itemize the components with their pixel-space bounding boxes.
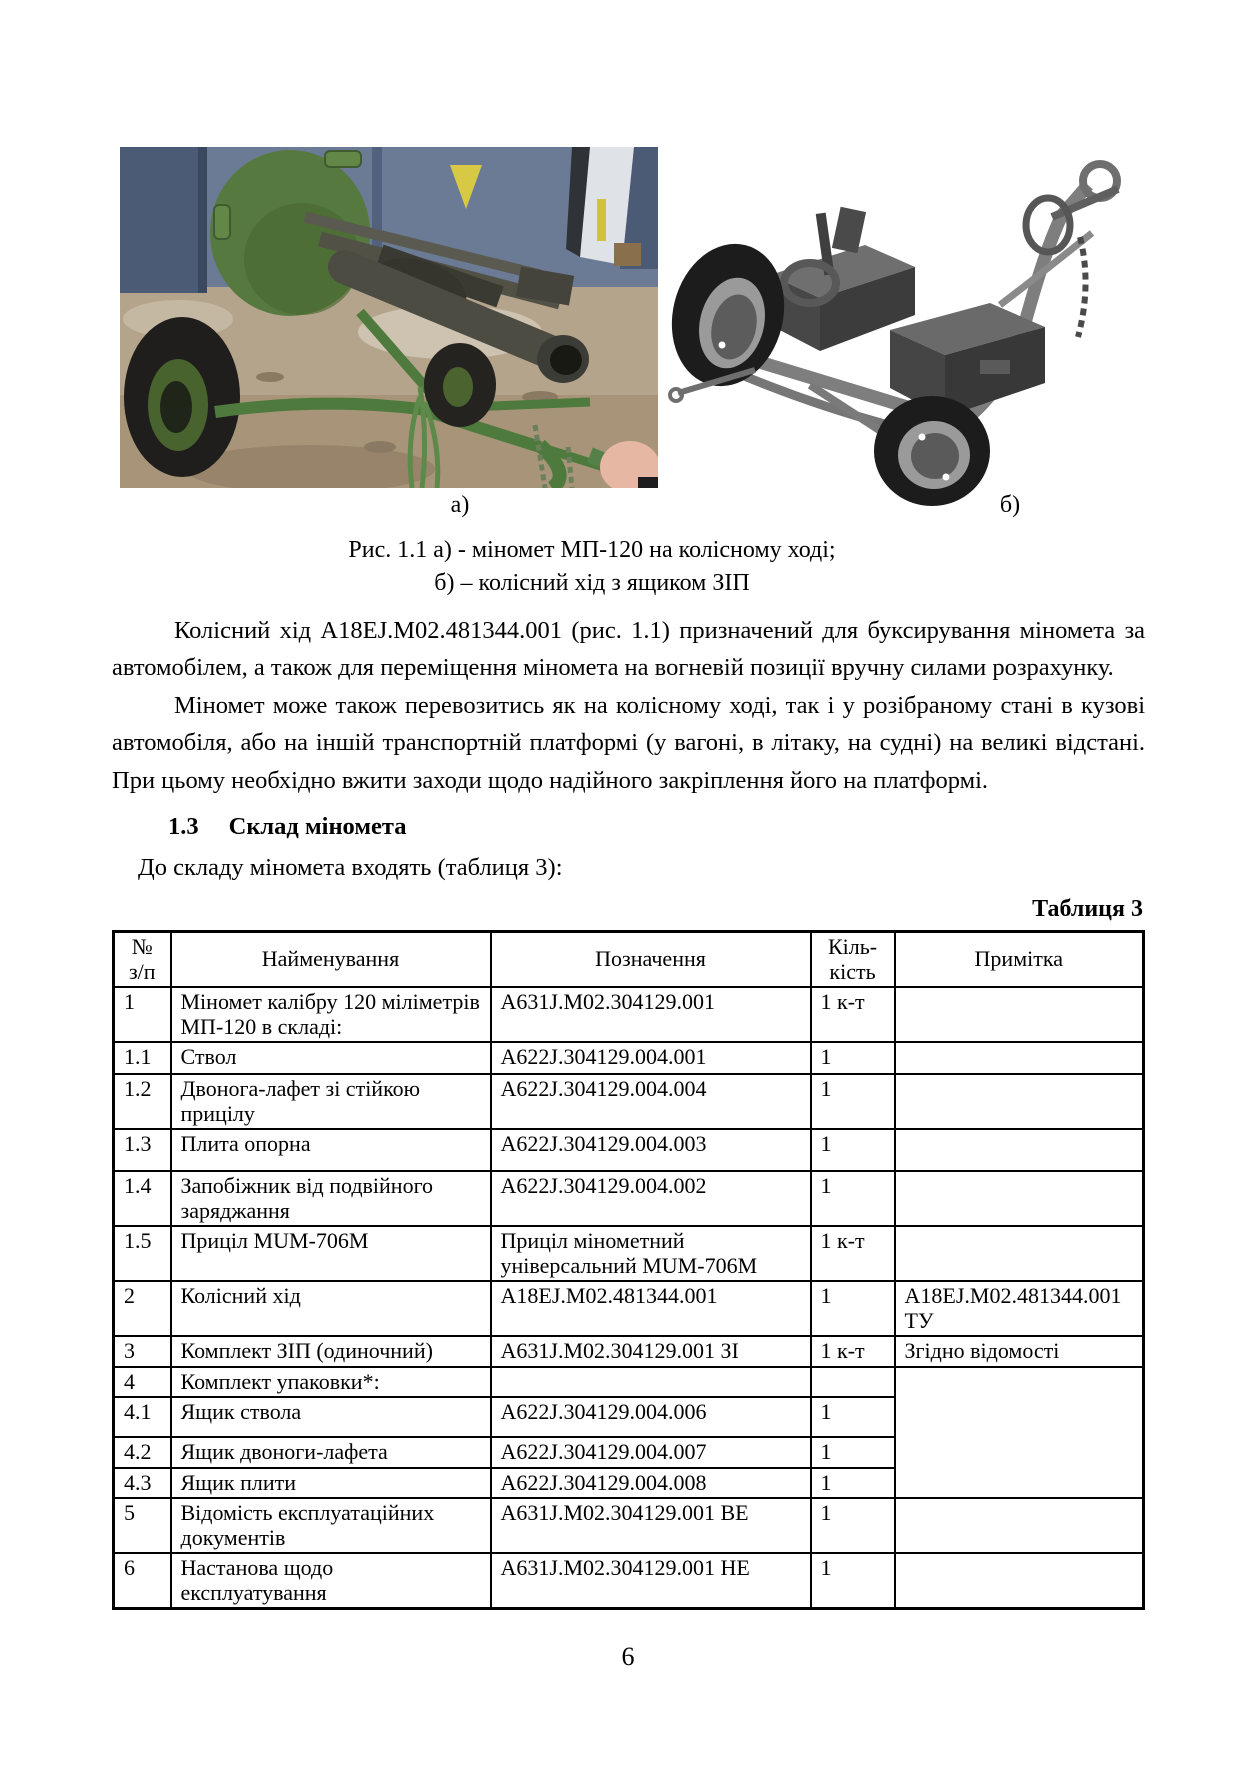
table-row: 2 Колісний хід A18EJ.M02.481344.001 1 A18EJ.M02.481344.001 ТУ [114,1281,1144,1336]
figure-caption-line2: б) – колісний хід з ящиком ЗІП [434,570,750,596]
figure-caption [112,534,1072,600]
table-header-row [114,932,1144,988]
figure-label-a: а) [450,492,470,518]
mortar-photo-image [120,147,658,488]
merged-note-cell [895,1367,1144,1499]
table-row: 4.3 Ящик плити A622J.304129.004.008 1 [114,1468,1144,1499]
header-note: Примітка [895,932,1144,988]
header-num: № з/п [114,932,171,988]
table-row: 4.1 Ящик ствола A622J.304129.004.006 1 [114,1397,1144,1437]
body-text [112,612,1145,1610]
header-qty: Кіль- кість [811,932,895,988]
section-title: Склад міномета [228,813,407,841]
header-name: Найменування [171,932,491,988]
table-row: 1.2 Двонога-лафет зі стійкою прицілу A622J.304129.004.004 1 [114,1074,1144,1129]
page-number: 6 [621,1642,635,1671]
table-row: 1.5 Приціл MUM-706M Приціл мінометний універсальний MUM-706M 1 к-т [114,1226,1144,1281]
table-row: 6 Настанова щодо експлуатування A631J.M02.304129.001 НЕ 1 [114,1553,1144,1609]
section-number: 1.3 [168,813,199,841]
table-row: 5 Відомість експлуатаційних документів A631J.M02.304129.001 ВЕ 1 [114,1498,1144,1553]
table-label: Таблиця 3 [1032,896,1143,923]
figure-caption-line1: Рис. 1.1 а) - міномет МП-120 на колісному ході; [348,537,836,563]
table-row: 1.1 Ствол A622J.304129.004.001 1 [114,1042,1144,1074]
table-row: 3 Комплект ЗІП (одиночний) A631J.M02.304129.001 ЗІ 1 к-т Згідно відомості [114,1336,1144,1367]
section-heading [112,809,1145,845]
figure-row [120,147,1166,507]
composition-table [112,930,1145,1610]
table-row: 4.2 Ящик двоноги-лафета A622J.304129.004.007 1 [114,1437,1144,1468]
table-row: 1 Міномет калібру 120 міліметрів МП-120 в складі: A631J.M02.304129.001 1 к-т [114,987,1144,1042]
table-row: 4 Комплект упаковки*: [114,1367,1144,1398]
paragraph-transport: Міномет може також перевозитись як на колісному ході, так і у розібраному стані в кузові автомобіля, або на іншій транспортній платформі (у вагоні, в літаку, на судні) на великі відстані. При цьому необхідно вжити заходи щодо надійного закріплення його на платформі. [112,691,1145,794]
section-lead: До складу міномета входять (таблиця 3): [138,854,563,882]
table-row: 1.3 Плита опорна A622J.304129.004.003 1 [114,1129,1144,1171]
paragraph-towing: Колісний хід А18ЕJ.М02.481344.001 (рис. 1.1) призначений для буксирування міномета за автомобілем, а також для переміщення міномета на вогневій позиції вручну силами розрахунку. [112,617,1145,682]
figure-label-b: б) [999,492,1021,518]
table-row: 1.4 Запобіжник від подвійного заряджання A622J.304129.004.002 1 [114,1171,1144,1226]
header-designation: Позначення [491,932,811,988]
carriage-render-image [660,155,1165,513]
